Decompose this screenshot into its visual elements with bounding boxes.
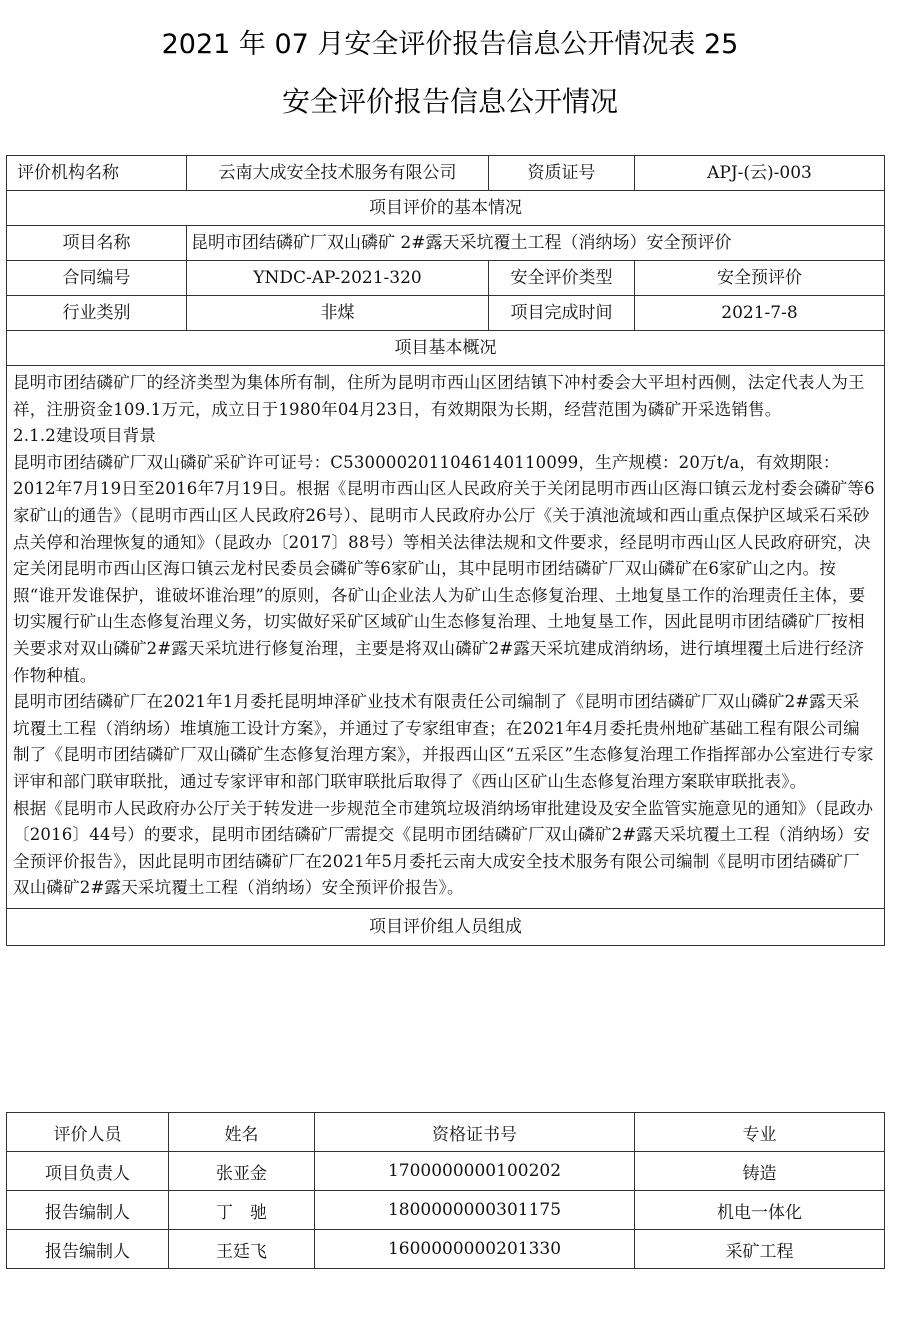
org-value: 云南大成安全技术服务有限公司 bbox=[187, 156, 489, 191]
contract-label: 合同编号 bbox=[7, 261, 187, 296]
project-name-value: 昆明市团结磷矿厂双山磷矿 2#露天采坑覆土工程（消纳场）安全预评价 bbox=[187, 226, 885, 261]
team-header-name: 姓名 bbox=[169, 1113, 315, 1152]
industry-value: 非煤 bbox=[187, 296, 489, 331]
team-name: 丁 驰 bbox=[169, 1191, 315, 1230]
team-role: 项目负责人 bbox=[7, 1152, 169, 1191]
team-cert: 1800000000301175 bbox=[315, 1191, 635, 1230]
cert-value: APJ-(云)-003 bbox=[635, 156, 885, 191]
team-header-major: 专业 bbox=[635, 1113, 885, 1152]
contract-value: YNDC-AP-2021-320 bbox=[187, 261, 489, 296]
overview-section-header: 项目基本概况 bbox=[7, 331, 885, 366]
overview-subheading: 2.1.2建设项目背景 bbox=[13, 426, 157, 446]
cert-label: 资质证号 bbox=[489, 156, 635, 191]
team-major: 采矿工程 bbox=[635, 1230, 885, 1269]
page-title: 2021 年 07 月安全评价报告信息公开情况表 25 bbox=[161, 29, 739, 60]
info-table bbox=[6, 155, 885, 946]
team-header-row bbox=[7, 1113, 885, 1152]
overview-paragraph: 根据《昆明市人民政府办公厅关于转发进一步规范全市建筑垃圾消纳场审批建设及安全监管实施意见的通知》（昆政办〔2016〕44号）的要求，昆明市团结磷矿厂需提交《昆明市团结磷矿厂双山磷矿2#露天采坑覆土工程（消纳场）安全预评价报告》，因此昆明市团结磷矿厂在2021年5月委托云南大成安全技术服务有限公司编制《昆明市团结磷矿厂双山磷矿2#露天采坑覆土工程（消纳场）安全预评价报告》。 bbox=[13, 798, 874, 898]
project-name-label: 项目名称 bbox=[7, 226, 187, 261]
team-name: 张亚金 bbox=[169, 1152, 315, 1191]
overview-paragraph: 昆明市团结磷矿厂双山磷矿采矿许可证号：C5300002011046140110099，生产规模：20万t/a，有效期限：2012年7月19日至2016年7月19日。根据《昆明市西山区人民政府关于关闭昆明市西山区海口镇云龙村委会磷矿等6家矿山的通告》（昆明市西山区人民政府26号）、昆明市人民政府办公厅《关于滇池流域和西山重点保护区域采石采砂点关停和治理恢复的通知》（昆政办〔2017〕88号）等相关法律法规和文件要求，经昆明市西山区人民政府研究，决定关闭昆明市西山区海口镇云龙村民委员会磷矿等6家矿山，其中昆明市团结磷矿厂双山磷矿在6家矿山之内。按照“谁开发谁保护，谁破坏谁治理”的原则，各矿山企业法人为矿山生态修复治理、土地复垦工作的治理责任主体，要切实履行矿山生态修复治理义务，切实做好采矿区域矿山生态修复治理、土地复垦工作，因此昆明市团结磷矿厂按相关要求对双山磷矿2#露天采坑进行修复治理，主要是将双山磷矿2#露天采坑建成消纳场，进行填埋覆土后进行经济作物种植。 bbox=[13, 452, 875, 685]
overview-paragraph: 昆明市团结磷矿厂的经济类型为集体所有制，住所为昆明市西山区团结镇下冲村委会大平坦村西侧，法定代表人为王祥，注册资金109.1万元，成立日于1980年04月23日，有效期限为长期，经营范围为磷矿开采选销售。 bbox=[13, 373, 865, 419]
team-name: 王廷飞 bbox=[169, 1230, 315, 1269]
team-section-header: 项目评价组人员组成 bbox=[7, 908, 885, 945]
table-row bbox=[7, 1191, 885, 1230]
team-role: 报告编制人 bbox=[7, 1230, 169, 1269]
team-major: 机电一体化 bbox=[635, 1191, 885, 1230]
basic-section-header: 项目评价的基本情况 bbox=[7, 191, 885, 226]
table-row bbox=[7, 1152, 885, 1191]
team-role: 报告编制人 bbox=[7, 1191, 169, 1230]
team-table bbox=[6, 1112, 885, 1269]
team-cert: 1700000000100202 bbox=[315, 1152, 635, 1191]
overview-paragraph: 昆明市团结磷矿厂在2021年1月委托昆明坤泽矿业技术有限责任公司编制了《昆明市团结磷矿厂双山磷矿2#露天采坑覆土工程（消纳场）堆填施工设计方案》，并通过了专家组审查；在2021年4月委托贵州地矿基础工程有限公司编制了《昆明市团结磷矿厂双山磷矿生态修复治理方案》，并报西山区“五采区”生态修复治理工作指挥部办公室进行专家评审和部门联审联批，通过专家评审和部门联审联批后取得了《西山区矿山生态修复治理方案联审联批表》。 bbox=[13, 692, 874, 791]
org-row bbox=[7, 156, 885, 191]
page-subtitle: 安全评价报告信息公开情况 bbox=[281, 85, 618, 118]
team-header-cert: 资格证书号 bbox=[315, 1113, 635, 1152]
finish-label: 项目完成时间 bbox=[489, 296, 635, 331]
team-header-role: 评价人员 bbox=[7, 1113, 169, 1152]
industry-label: 行业类别 bbox=[7, 296, 187, 331]
org-label: 评价机构名称 bbox=[7, 156, 187, 191]
table-row bbox=[7, 1230, 885, 1269]
team-cert: 1600000000201330 bbox=[315, 1230, 635, 1269]
team-major: 铸造 bbox=[635, 1152, 885, 1191]
eval-type-label: 安全评价类型 bbox=[489, 261, 635, 296]
overview-body bbox=[7, 366, 885, 909]
finish-value: 2021-7-8 bbox=[635, 296, 885, 331]
eval-type-value: 安全预评价 bbox=[635, 261, 885, 296]
